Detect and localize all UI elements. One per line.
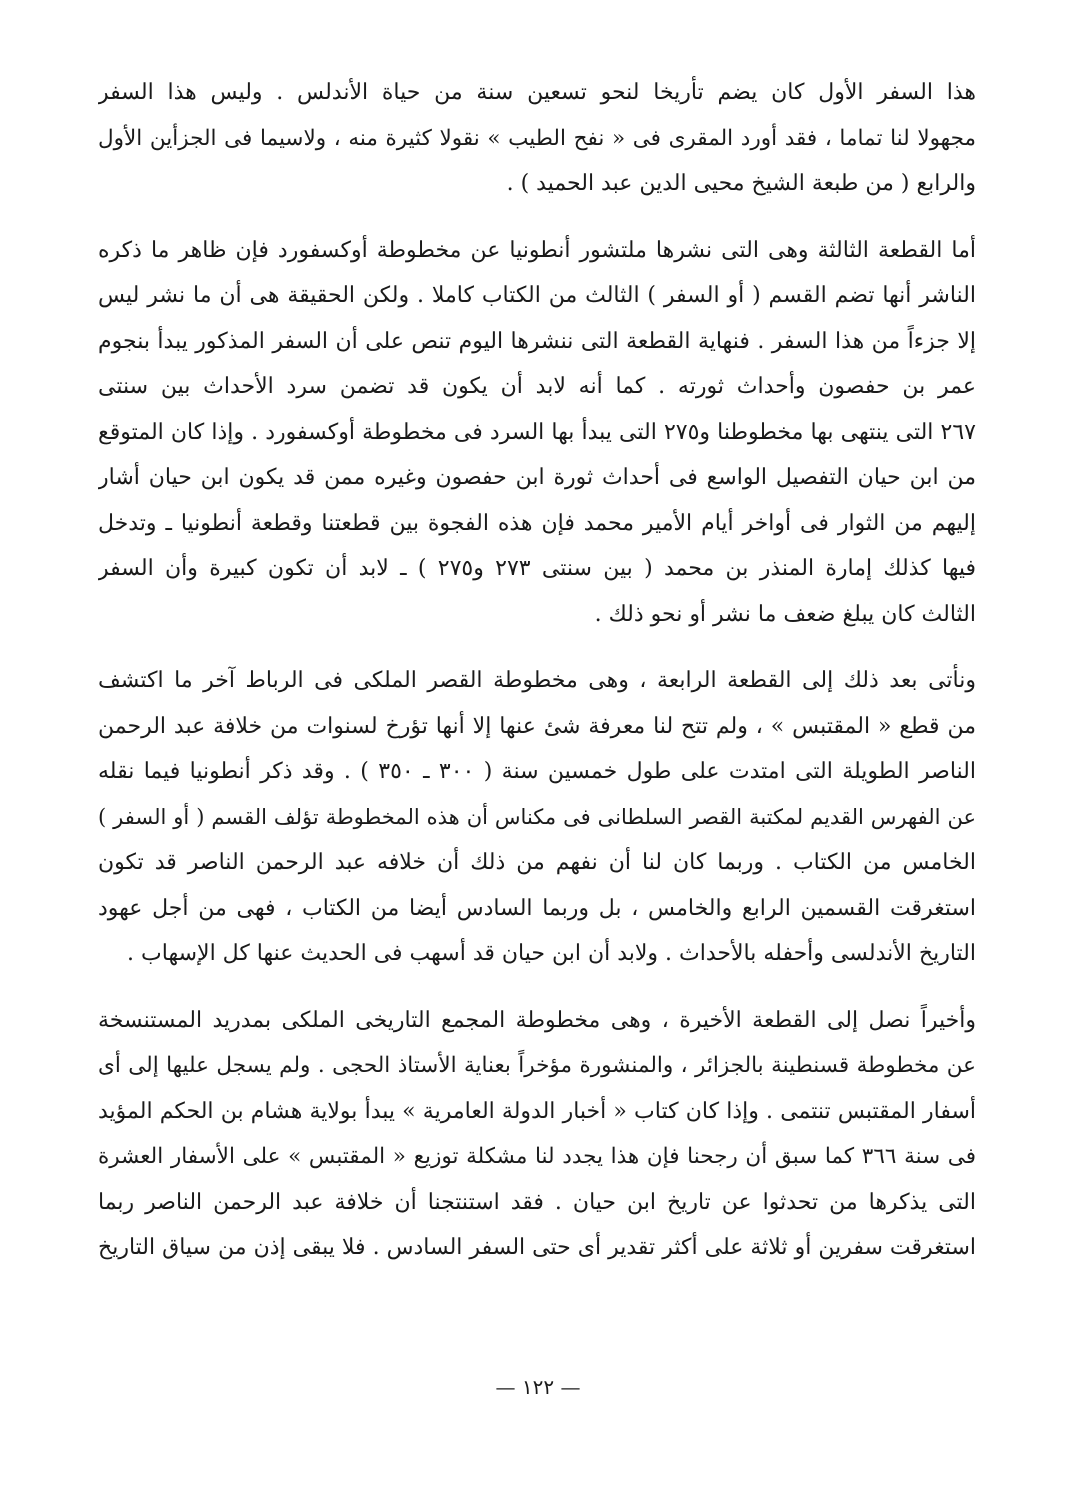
text-line: إليهم من الثوار فى أواخر أيام الأمير محمد فإن هذه الفجوة بين قطعتنا وقطعة أنطونيا ـ وتدخل [98, 510, 976, 536]
text-line: الثالث كان يبلغ ضعف ما نشر أو نحو ذلك . [594, 601, 976, 627]
text-line: من قطع « المقتبس » ، ولم تتح لنا معرفة شئ عنها إلا أنها تؤرخ لسنوات من خلافة عبد الرحمن [98, 713, 976, 739]
text-line: ٢٦٧ التى ينتهى بها مخطوطنا و٢٧٥ التى يبدأ بها السرد فى مخطوطة أوكسفورد . وإذا كان المتوقع [98, 419, 976, 445]
text-line: أسفار المقتبس تنتمى . وإذا كان كتاب « أخبار الدولة العامرية » يبدأ بولاية هشام بن الحكم المؤيد [98, 1098, 976, 1124]
text-line: فى سنة ٣٦٦ كما سبق أن رجحنا فإن هذا يجدد لنا مشكلة توزيع « المقتبس » على الأسفار العشرة [98, 1144, 976, 1169]
paragraph-4 [98, 998, 976, 1271]
text-line: هذا السفر الأول كان يضم تأريخا لنحو تسعين سنة من حياة الأندلس . وليس هذا السفر [98, 80, 976, 105]
text-line: الناصر الطويلة التى امتدت على طول خمسين سنة ( ٣٠٠ ـ ٣٥٠ ) . وقد ذكر أنطونيا فيما نقله [98, 759, 976, 784]
text-line: عمر بن حفصون وأحداث ثورته . كما أنه لابد أن يكون قد تضمن سرد الأحداث بين سنتى [98, 374, 976, 399]
text-line: التى يذكرها من تحدثوا عن تاريخ ابن حيان . فقد استنتجنا أن خلافة عبد الرحمن الناصر ربما [98, 1189, 976, 1215]
paragraph-3 [98, 658, 976, 977]
text-line: وأخيراً نصل إلى القطعة الأخيرة ، وهى مخطوطة المجمع التاريخى الملكى بمدريد المستنسخة [98, 1007, 976, 1033]
text-line: أما القطعة الثالثة وهى التى نشرها ملتشور أنطونيا عن مخطوطة أوكسفورد فإن ظاهر ما ذكره [98, 237, 976, 263]
text-line: والرابع ( من طبعة الشيخ محيى الدين عبد الحميد ) . [506, 171, 976, 196]
text-line: استغرقت سفرين أو ثلاثة على أكثر تقدير أى حتى السفر السادس . فلا يبقى إذن من سياق التاريخ [98, 1235, 976, 1260]
body-text [98, 70, 976, 1271]
paragraph-2 [98, 228, 976, 638]
text-line: الناشر أنها تضم القسم ( أو السفر ) الثالث من الكتاب كاملا . ولكن الحقيقة هى أن ما نشر ليس [98, 283, 976, 308]
text-line: التاريخ الأندلسى وأحفله بالأحداث . ولابد أن ابن حيان قد أسهب فى الحديث عنها كل الإسهاب . [127, 941, 976, 966]
text-line: الخامس من الكتاب . وربما كان لنا أن نفهم من ذلك أن خلافه عبد الرحمن الناصر قد تكون [98, 850, 976, 875]
text-line: استغرقت القسمين الرابع والخامس ، بل وربما السادس أيضا من الكتاب ، فهى من أجل عهود [98, 895, 976, 921]
text-line: إلا جزءاً من هذا السفر . فنهاية القطعة التى ننشرها اليوم تنص على أن السفر المذكور يبدأ بنجوم [98, 328, 976, 354]
text-line: مجهولا لنا تماما ، فقد أورد المقرى فى « نفح الطيب » نقولا كثيرة منه ، ولاسيما فى الجزأين الأول [98, 125, 976, 151]
text-line: من ابن حيان التفصيل الواسع فى أحداث ثورة ابن حفصون وغيره ممن قد يكون ابن حيان أشار [98, 465, 976, 490]
text-line: عن الفهرس القديم لمكتبة القصر السلطانى فى مكناس أن هذه المخطوطة تؤلف القسم ( أو السفر ) [98, 804, 976, 829]
page-number: — ١٢٢ — [495, 1375, 581, 1399]
text-line: فيها كذلك إمارة المنذر بن محمد ( بين سنتى ٢٧٣ و٢٧٥ ) ـ لابد أن تكون كبيرة وأن السفر [98, 556, 976, 581]
text-line: عن مخطوطة قسنطينة بالجزائر ، والمنشورة مؤخراً بعناية الأستاذ الحجى . ولم يسجل عليها إلى أى [98, 1053, 976, 1078]
paragraph-1 [98, 70, 976, 207]
text-line: ونأتى بعد ذلك إلى القطعة الرابعة ، وهى مخطوطة القصر الملكى فى الرباط آخر ما اكتشف [98, 668, 976, 693]
